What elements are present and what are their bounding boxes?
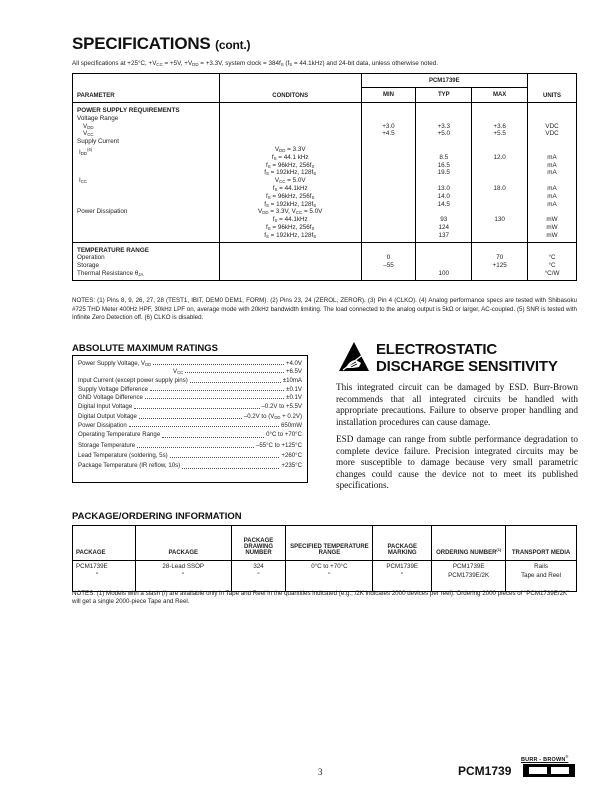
condition: $f_S = 96kHz$, $256f_S$ xyxy=(265,161,315,169)
leader-dots xyxy=(153,360,284,365)
product-cell xyxy=(73,561,136,592)
rating-row xyxy=(78,386,302,394)
rating-label: Power Supply Voltage, $V_{DD}$ xyxy=(78,360,152,367)
condition: $f_S = 44.1kHz$ xyxy=(272,184,308,192)
rating-row xyxy=(78,394,302,402)
icc-typ: 14.5 xyxy=(437,200,450,208)
thermal-resistance-label: Thermal Resistance $\theta_{JA}$ xyxy=(77,269,144,277)
registered-mark: ® xyxy=(565,755,569,759)
pd-typ: 93 xyxy=(440,216,448,224)
col-marking: PACKAGE MARKING xyxy=(373,526,432,561)
temp-cell xyxy=(286,561,373,592)
storage-max: +125 xyxy=(492,262,507,270)
temp-max-cell xyxy=(472,242,528,280)
condition: $f_S = 192kHz$, $128f_S$ xyxy=(264,169,317,177)
rating-row xyxy=(78,461,302,471)
col-max: MAX xyxy=(472,88,528,103)
ordering-cell xyxy=(432,561,506,592)
ditto-mark: " xyxy=(328,571,331,579)
power-conditions-cell xyxy=(219,103,361,243)
package-ordering-title: PACKAGE/ORDERING INFORMATION xyxy=(72,511,242,522)
rating-value: +6.5V xyxy=(285,367,302,375)
leader-dots xyxy=(145,394,284,399)
page-title xyxy=(72,34,250,54)
vdd-label: $V_{DD}$ xyxy=(83,122,94,130)
rating-label: Operating Temperature Range xyxy=(78,431,161,439)
temperature-section xyxy=(73,242,577,280)
abs-max-title: ABSOLUTE MAXIMUM RATINGS xyxy=(72,343,219,354)
vcc-units: VDC xyxy=(545,130,559,138)
rating-row xyxy=(78,422,302,430)
rating-value: 650mW xyxy=(281,422,302,430)
marking-value: PCM1739E xyxy=(386,563,419,570)
units: mW xyxy=(546,231,558,239)
units: mW xyxy=(546,216,558,224)
table-row xyxy=(73,561,577,592)
page-number: 3 xyxy=(318,767,323,777)
col-min: MIN xyxy=(361,88,416,103)
ditto-mark: " xyxy=(96,571,99,579)
rating-value: +260°C xyxy=(281,451,302,459)
rating-row xyxy=(78,368,302,376)
power-units-cell xyxy=(528,103,577,243)
col-transport-media: TRANSPORT MEDIA xyxy=(506,526,577,561)
voltage-range-label: Voltage Range xyxy=(77,114,119,122)
rating-value: –0.2V to $(V_{DD} + 0.2V)$ xyxy=(243,412,302,420)
condition: $f_S = 96kHz$, $256f_S$ xyxy=(265,192,315,200)
conditions-note: All specifications at +25°C, $+V_{CC} = +5V$, $+V_{DD} = +3.3V$, system clock = $384f_S$ $(f_S = 44.1kHz)$ and 24-bit data, unless otherwise noted. xyxy=(72,60,439,67)
rating-label: Lead Temperature (soldering, 5s) xyxy=(78,451,168,459)
ditto-mark: " xyxy=(401,571,404,579)
bb-mark-icon xyxy=(523,764,575,777)
specifications-table xyxy=(72,73,577,281)
vcc-typ: +5.0 xyxy=(437,130,451,138)
operation-max: 70 xyxy=(496,254,504,262)
ditto-mark: " xyxy=(257,571,260,579)
idd-typ: 8.5 xyxy=(439,153,449,161)
rating-label: Power Dissipation xyxy=(78,422,127,430)
condition: $V_{CC} = 5.0V$ xyxy=(274,177,306,185)
package-notes: NOTES: (1) Models with a slash (/) are available only in Tape and Reel in the quantities indicated (e.g., /2K indicates 2000 devices per reel). Ordering 2000 pieces of “PCM1739E/2K” will get a single 2000-piece Tape and Reel. xyxy=(72,590,570,606)
units: mA xyxy=(547,161,557,169)
units: mA xyxy=(547,200,557,208)
leader-dots xyxy=(185,368,284,373)
col-device: PCM1739E xyxy=(361,74,528,88)
rating-label: Input Current (except power supply pins) xyxy=(78,376,188,384)
rating-label: Supply Voltage Difference xyxy=(78,385,149,393)
leader-dots xyxy=(170,451,280,458)
units: mW xyxy=(546,223,558,231)
section-heading: TEMPERATURE RANGE xyxy=(77,246,149,254)
idd-typ: 19.5 xyxy=(437,169,450,177)
leader-dots xyxy=(150,386,284,391)
leader-dots xyxy=(137,441,254,448)
col-ordering-number xyxy=(432,526,506,561)
pd-typ: 124 xyxy=(438,223,450,231)
rating-value: –55°C to +125°C xyxy=(255,441,302,449)
temp-min-cell xyxy=(361,242,416,280)
esd-paragraph-2: ESD damage can range from subtle performance degradation to complete device failure. Precision integrated circuits may be more susceptible to damage because very small parametric changes could cause the device not to meet its published specifications. xyxy=(336,434,578,490)
package-value: 28-Lead SSOP xyxy=(162,563,205,570)
title-text: SPECIFICATIONS xyxy=(72,34,211,53)
col-typ: TYP xyxy=(416,88,472,103)
burr-brown-bb-logo xyxy=(521,755,581,777)
storage-label: Storage xyxy=(77,262,100,270)
title-suffix: (cont.) xyxy=(215,38,251,52)
section-heading: POWER SUPPLY REQUIREMENTS xyxy=(77,107,180,114)
operation-min: 0 xyxy=(386,254,391,262)
temp-param-cell xyxy=(73,242,220,280)
product-value: PCM1739E xyxy=(76,563,108,570)
leader-dots xyxy=(134,402,259,409)
condition: $V_{DD} = 3.3V$ xyxy=(274,145,306,153)
supply-current-label: Supply Current xyxy=(77,138,119,146)
rating-row xyxy=(78,402,302,412)
icc-typ: 13.0 xyxy=(437,184,450,192)
rating-value: +4.0V xyxy=(285,360,302,367)
col-conditions: CONDITONS xyxy=(219,74,361,103)
ordering-value: PCM1739E xyxy=(452,563,485,570)
units: °C xyxy=(548,254,556,262)
condition: $f_S = 192kHz$, $128f_S$ xyxy=(264,231,317,239)
condition: $f_S = 44.1$ kHz xyxy=(271,153,309,161)
col-parameter: PARAMETER xyxy=(73,74,220,103)
temp-value: 0°C to +70°C xyxy=(311,563,348,570)
units: mA xyxy=(547,153,557,161)
esd-title xyxy=(376,341,558,375)
rating-value: 0°C to +70°C xyxy=(266,431,302,439)
rating-label: GND Voltage Difference xyxy=(78,393,143,401)
power-max-cell xyxy=(472,103,528,243)
col-temp-range: SPECIFIED TEMPERATURE RANGE xyxy=(286,526,373,561)
esd-title-line2: DISCHARGE SENSITIVITY xyxy=(376,358,558,375)
pd-typ: 137 xyxy=(438,231,450,239)
rating-value: +235°C xyxy=(281,462,302,470)
units: mA xyxy=(547,192,557,200)
idd-max: 12.0 xyxy=(493,153,506,161)
vcc-label: $V_{CC}$ xyxy=(83,130,94,138)
icc-typ: 14.0 xyxy=(437,192,450,200)
esd-warning-triangle-icon xyxy=(338,341,370,373)
spec-notes: NOTES: (1) Pins 8, 9, 26, 27, 28 (TEST1, IBIT, DEM0 DEM1, FORM). (2) Pins 23, 24 (ZEROL, ZEROR). (3) Pin 4 (CLKO). (4) Analog performance specs are tested with Shibasoku #725 THD Meter 400Hz HPF, 30kHz LPF on, average mode with 20kHz bandwidth limiting. The load connected to the analog output is 5kΩ or larger, AC-coupled. (5) SNR is tested with Infinite Zero Detection off. (6) CLKO is disabled. xyxy=(72,297,577,322)
rating-label: Package Temperature (IR reflow, 10s) xyxy=(78,462,181,470)
rating-row xyxy=(78,412,302,422)
vcc-max: +5.5 xyxy=(493,130,506,138)
rating-value: ±0.1V xyxy=(286,385,302,393)
rating-row xyxy=(78,430,302,440)
rating-row xyxy=(78,441,302,451)
drawing-value: 324 xyxy=(253,563,264,570)
col-drawing-number: PACKAGE DRAWING NUMBER xyxy=(231,526,286,561)
transport-value: Rails xyxy=(534,563,548,570)
rating-label: Digital Output Voltage xyxy=(78,412,137,420)
transport-value: Tape and Reel xyxy=(521,571,561,579)
vdd-typ: +3.3 xyxy=(437,122,451,130)
vdd-max: +3.6 xyxy=(493,122,506,130)
ditto-mark: " xyxy=(182,571,185,579)
rating-value: –0.2V to +5.5V xyxy=(261,402,302,410)
idd-typ: 16.5 xyxy=(437,161,450,169)
leader-dots xyxy=(182,461,279,468)
rating-label: Digital Input Voltage xyxy=(78,402,133,410)
condition: $f_S = 96kHz$, $256f_S$ xyxy=(265,223,315,231)
leader-dots xyxy=(139,412,242,419)
leader-dots xyxy=(129,422,279,427)
vdd-min: +3.0 xyxy=(382,122,395,130)
icc-max: 18.0 xyxy=(493,184,506,192)
power-typ-cell xyxy=(416,103,472,243)
vdd-units: VDC xyxy=(545,122,559,130)
rating-value: ±10mA xyxy=(282,376,302,384)
rating-row xyxy=(78,360,302,368)
transport-cell xyxy=(506,561,577,592)
col-package: PACKAGE xyxy=(135,526,231,561)
temp-units-cell xyxy=(528,242,577,280)
temp-conditions-cell xyxy=(219,242,361,280)
col-units: UNITS xyxy=(528,74,577,103)
thermal-typ: 100 xyxy=(438,269,450,277)
units: mA xyxy=(547,184,557,192)
package-ordering-table xyxy=(72,525,577,592)
footnote-ref: (1) xyxy=(496,547,502,552)
power-param-cell xyxy=(73,103,220,243)
col-product: PACKAGE xyxy=(73,526,136,561)
leader-dots xyxy=(190,376,281,383)
logo-text xyxy=(521,755,581,763)
condition: $V_{DD} = 3.3V$, $V_{CC} = 5.0V$ xyxy=(258,208,323,216)
rating-value: ±0.1V xyxy=(286,393,302,401)
leader-dots xyxy=(162,430,264,437)
package-cell xyxy=(135,561,231,592)
power-dissipation-label: Power Dissipation xyxy=(77,208,128,216)
condition: $f_S = 192kHz$, $128f_S$ xyxy=(264,200,317,208)
logo-wordmark: BURR - BROWN xyxy=(521,757,566,763)
storage-min: –55 xyxy=(383,262,394,270)
operation-label: Operation xyxy=(77,254,105,262)
icc-label: $I_{CC}$ xyxy=(79,177,88,185)
power-min-cell xyxy=(361,103,416,243)
esd-paragraph-1: This integrated circuit can be damaged by ESD. Burr-Brown recommends that all integrated circuits be handled with appropriate precautions. Failure to observe proper handling and installation procedures can cause damage. xyxy=(336,382,578,427)
drawing-cell xyxy=(231,561,286,592)
part-number: PCM1739 xyxy=(458,764,512,778)
ordering-header-text: ORDERING NUMBER xyxy=(436,550,497,556)
abs-max-box xyxy=(72,355,308,483)
marking-cell xyxy=(373,561,432,592)
units: mA xyxy=(547,169,557,177)
ordering-value: PCM1739E/2K xyxy=(448,571,490,579)
vcc-min: +4.5 xyxy=(382,130,395,138)
units: °C xyxy=(548,262,556,270)
rating-row xyxy=(78,451,302,461)
units: °C/W xyxy=(544,269,560,277)
pd-max: 130 xyxy=(494,216,505,224)
rating-row xyxy=(78,376,302,386)
power-supply-section xyxy=(73,103,577,243)
rating-label: $V_{CC}$ xyxy=(173,367,184,375)
esd-title-line1: ELECTROSTATIC xyxy=(376,341,498,358)
condition: $f_S = 44.1kHz$ xyxy=(272,216,308,224)
idd-label: $I_{DD}^{(6)}$ xyxy=(79,146,93,156)
temp-typ-cell xyxy=(416,242,472,280)
rating-label: Storage Temperature xyxy=(78,441,136,449)
